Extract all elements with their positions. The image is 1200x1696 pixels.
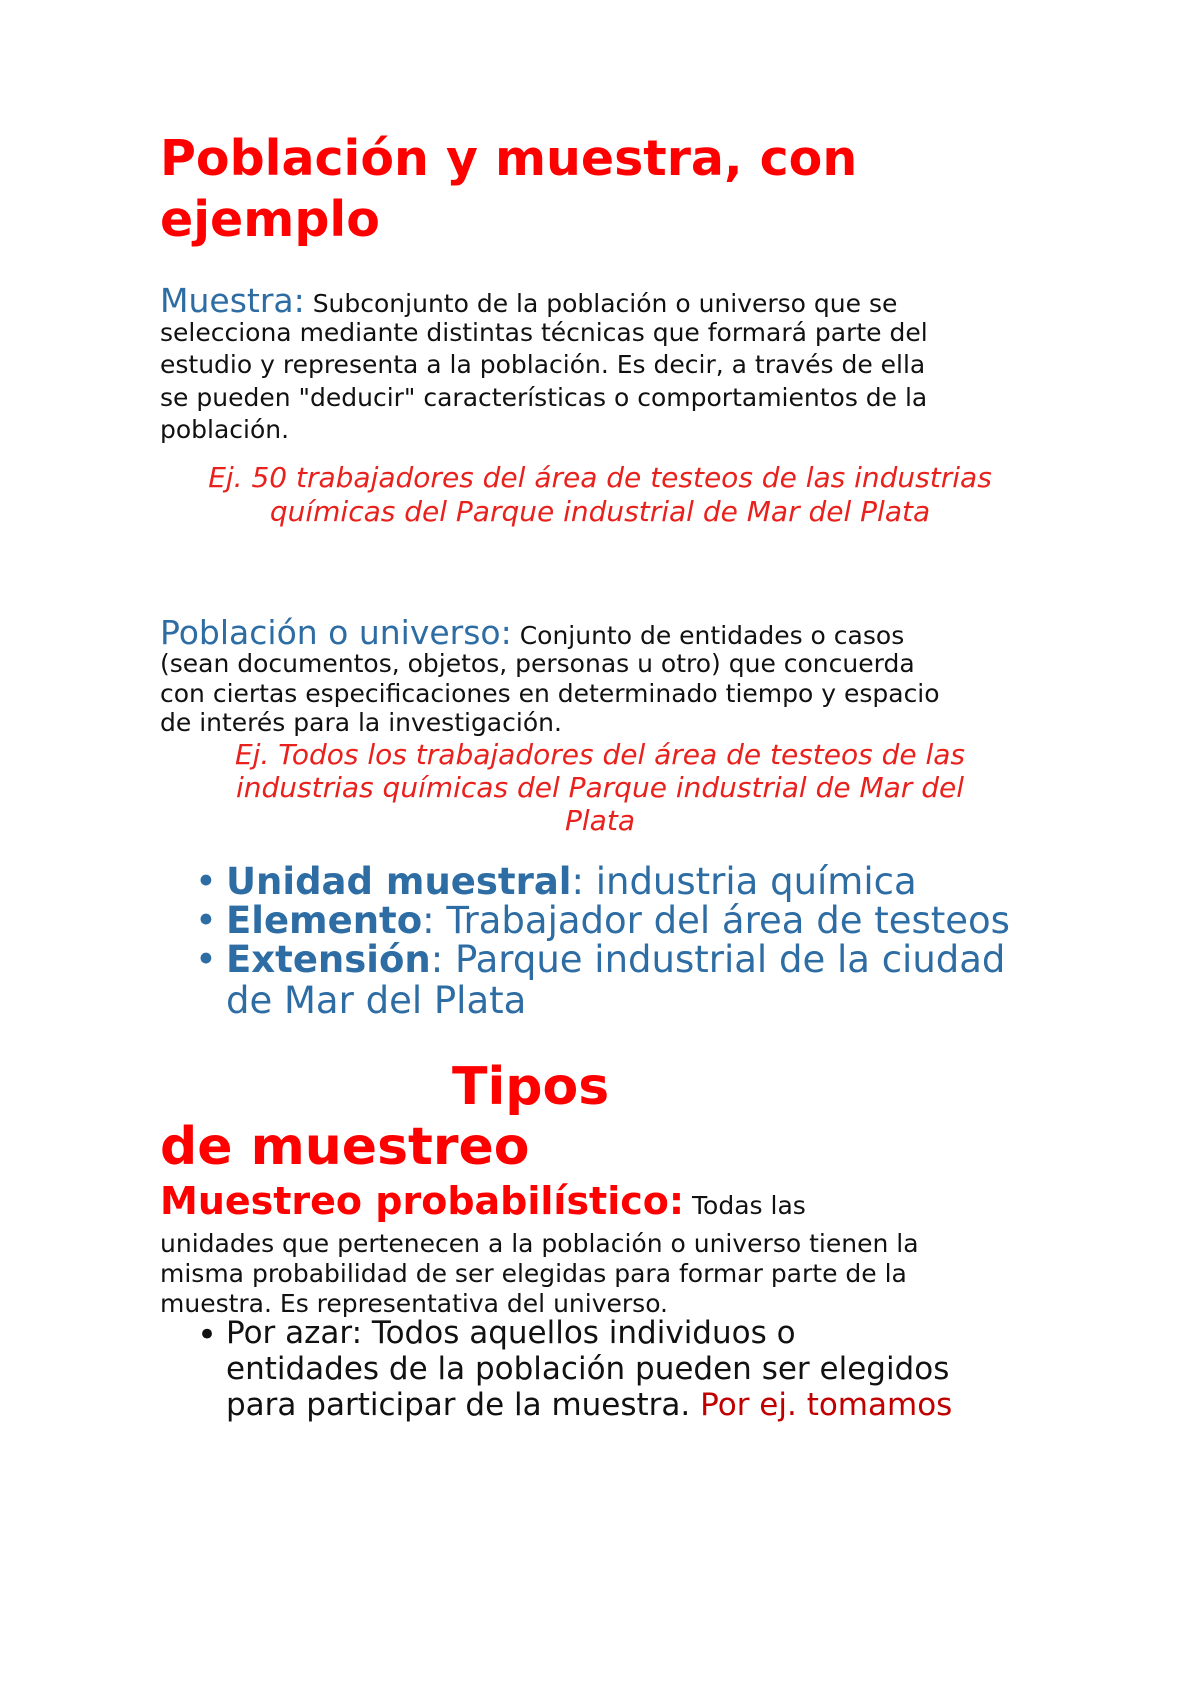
azar-example: Por ej. tomamos bbox=[700, 1387, 953, 1423]
muestra-example-line-2: químicas del Parque industrial de Mar del Plata bbox=[269, 495, 931, 528]
poblacion-text-2: (sean documentos, objetos, personas u otro) que concuerda bbox=[160, 649, 915, 678]
definition-term: Extensión bbox=[226, 938, 431, 981]
definition-text-continued: de Mar del Plata bbox=[226, 979, 527, 1022]
probabilistico-paragraph-line-1 bbox=[160, 1177, 806, 1225]
bullet-dot: • bbox=[197, 1315, 218, 1355]
muestra-text-3: estudio y representa a la población. Es decir, a través de ella bbox=[160, 350, 926, 379]
definition-item bbox=[226, 939, 1005, 981]
definition-item bbox=[226, 900, 1010, 942]
poblacion-text-1: Conjunto de entidades o casos bbox=[519, 621, 905, 650]
muestra-label: Muestra: bbox=[160, 281, 305, 320]
muestra-text-4: se pueden "deducir" características o comportamientos de la bbox=[160, 383, 928, 412]
bullet-dot: • bbox=[195, 938, 217, 981]
page-title-line-2: ejemplo bbox=[160, 191, 380, 248]
section-heading-line-1: Tipos bbox=[452, 1057, 610, 1117]
definition-item bbox=[226, 861, 917, 903]
poblacion-text-4: de interés para la investigación. bbox=[160, 708, 562, 737]
muestra-text-2: selecciona mediante distintas técnicas que formará parte del bbox=[160, 318, 928, 347]
definition-text: : industria química bbox=[571, 860, 917, 903]
azar-text-2: entidades de la población pueden ser elegidos bbox=[226, 1351, 950, 1387]
probabilistico-text-2: unidades que pertenecen a la población o universo tienen la bbox=[160, 1229, 919, 1258]
poblacion-label: Población o universo: bbox=[160, 613, 512, 652]
definition-term: Elemento bbox=[226, 899, 423, 942]
azar-paragraph-line-3 bbox=[226, 1387, 952, 1423]
poblacion-text-3: con ciertas especificaciones en determinado tiempo y espacio bbox=[160, 679, 940, 708]
probabilistico-label: Muestreo probabilístico: bbox=[160, 1179, 685, 1223]
page-title-line-1: Población y muestra, con bbox=[160, 130, 858, 187]
muestra-text-5: población. bbox=[160, 415, 290, 444]
poblacion-example-line-1: Ej. Todos los trabajadores del área de testeos de las bbox=[234, 738, 966, 771]
poblacion-example-line-2: industrias químicas del Parque industrial de Mar del bbox=[236, 771, 964, 804]
muestra-example-line-1: Ej. 50 trabajadores del área de testeos de las industrias bbox=[208, 461, 992, 494]
definition-term: Unidad muestral bbox=[226, 860, 572, 903]
definition-text: : Trabajador del área de testeos bbox=[422, 899, 1010, 942]
bullet-dot: • bbox=[195, 860, 217, 903]
probabilistico-text-3: misma probabilidad de ser elegidas para formar parte de la bbox=[160, 1259, 907, 1288]
muestra-paragraph-line-1 bbox=[160, 281, 897, 321]
azar-text-3: para participar de la muestra. bbox=[226, 1387, 691, 1423]
azar-text-1: Por azar: Todos aquellos individuos o bbox=[226, 1315, 796, 1351]
bullet-dot: • bbox=[195, 899, 217, 942]
definition-text: : Parque industrial de la ciudad bbox=[430, 938, 1006, 981]
poblacion-paragraph-line-1 bbox=[160, 613, 904, 653]
muestra-text-1: Subconjunto de la población o universo que se bbox=[312, 289, 898, 318]
probabilistico-text-4: muestra. Es representativa del universo. bbox=[160, 1289, 668, 1318]
poblacion-example-line-3: Plata bbox=[565, 804, 635, 837]
probabilistico-text-1: Todas las bbox=[692, 1191, 806, 1220]
section-heading-line-2: de muestreo bbox=[160, 1117, 530, 1177]
